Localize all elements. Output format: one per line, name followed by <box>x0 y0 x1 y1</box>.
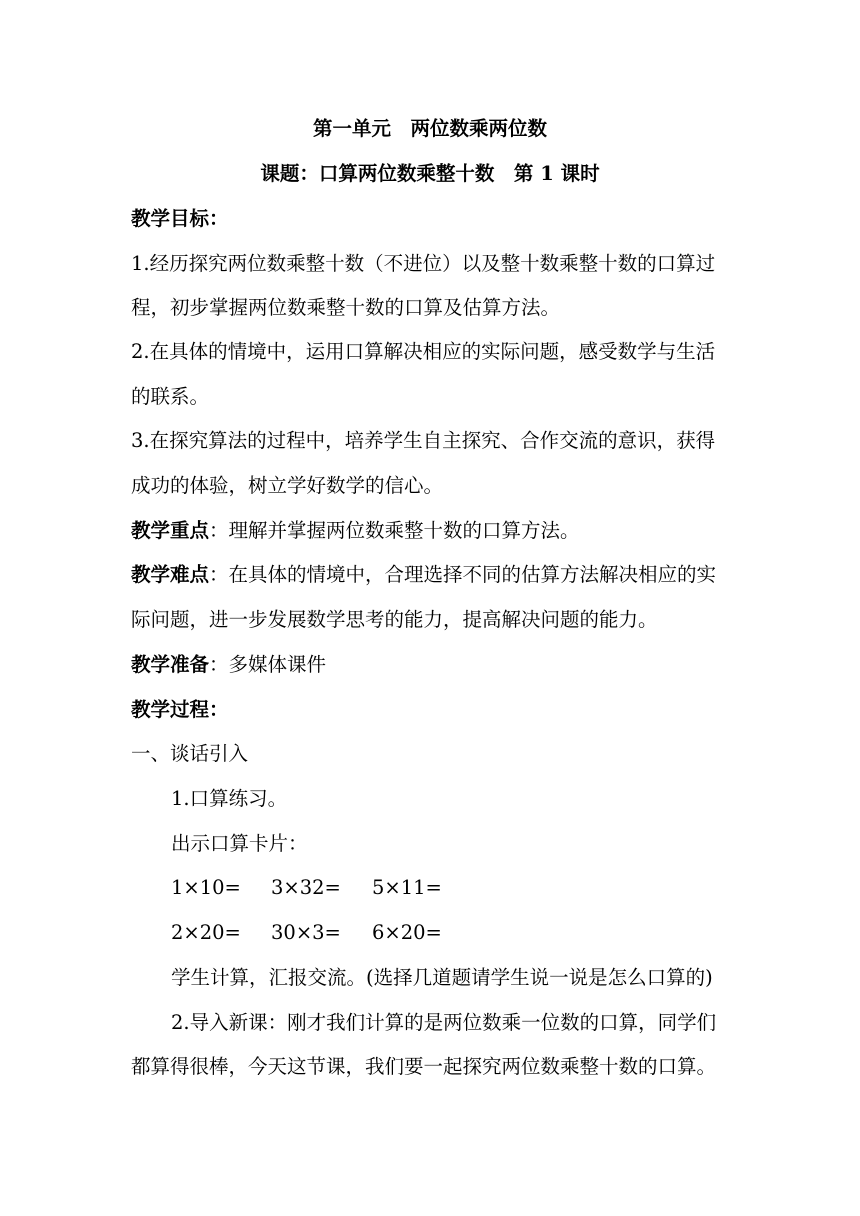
objective-2-line-2: 的联系。 <box>131 385 210 408</box>
step-2-line-1: 2.导入新课：刚才我们计算的是两位数乘一位数的口算，同学们 <box>171 1011 717 1034</box>
objective-3-line-1: 3.在探究算法的过程中，培养学生自主探究、合作交流的意识，获得 <box>131 429 716 452</box>
calc-item: 2×20= <box>171 921 241 944</box>
objective-1-line-1: 1.经历探究两位数乘整十数（不进位）以及整十数乘整十数的口算过 <box>131 252 716 275</box>
process-heading: 教学过程： <box>131 698 229 721</box>
objective-3-line-2: 成功的体验，树立学好数学的信心。 <box>131 474 444 497</box>
objective-2-line-1: 2.在具体的情境中，运用口算解决相应的实际问题，感受数学与生活 <box>131 340 716 363</box>
calc-row-2 <box>171 920 442 946</box>
calc-item: 1×10= <box>171 876 241 899</box>
student-activity: 学生计算，汇报交流。(选择几道题请学生说一说是怎么口算的) <box>171 966 713 989</box>
calc-item: 5×11= <box>372 876 442 899</box>
calc-row-1 <box>171 875 442 901</box>
key-point-label: 教学重点 <box>131 519 210 542</box>
step-1: 1.口算练习。 <box>171 787 288 810</box>
key-point-text: ：理解并掌握两位数乘整十数的口算方法。 <box>209 519 580 542</box>
difficulty-label: 教学难点 <box>131 563 210 586</box>
preparation <box>131 652 326 678</box>
calc-item: 6×20= <box>372 921 442 944</box>
calc-item: 30×3= <box>271 921 341 944</box>
difficulty-line-2: 际问题，进一步发展数学思考的能力，提高解决问题的能力。 <box>131 608 658 631</box>
difficulty-text-1: ：在具体的情境中，合理选择不同的估算方法解决相应的实 <box>209 563 717 586</box>
lesson-subtitle: 课题：口算两位数乘整十数 第 1 课时 <box>260 162 600 185</box>
calc-item: 3×32= <box>271 876 341 899</box>
objectives-heading: 教学目标： <box>131 207 229 230</box>
preparation-label: 教学准备 <box>131 653 210 676</box>
preparation-text: ：多媒体课件 <box>209 653 327 676</box>
key-point <box>131 518 580 544</box>
objective-1-line-2: 程，初步掌握两位数乘整十数的口算及估算方法。 <box>131 296 561 319</box>
step-2-line-2: 都算得很棒，今天这节课，我们要一起探究两位数乘整十数的口算。 <box>131 1055 717 1078</box>
unit-title: 第一单元 两位数乘两位数 <box>312 117 547 140</box>
cards-intro: 出示口算卡片： <box>171 832 308 855</box>
difficulty-line-1 <box>131 562 716 588</box>
section-1-heading: 一、谈话引入 <box>131 742 249 765</box>
